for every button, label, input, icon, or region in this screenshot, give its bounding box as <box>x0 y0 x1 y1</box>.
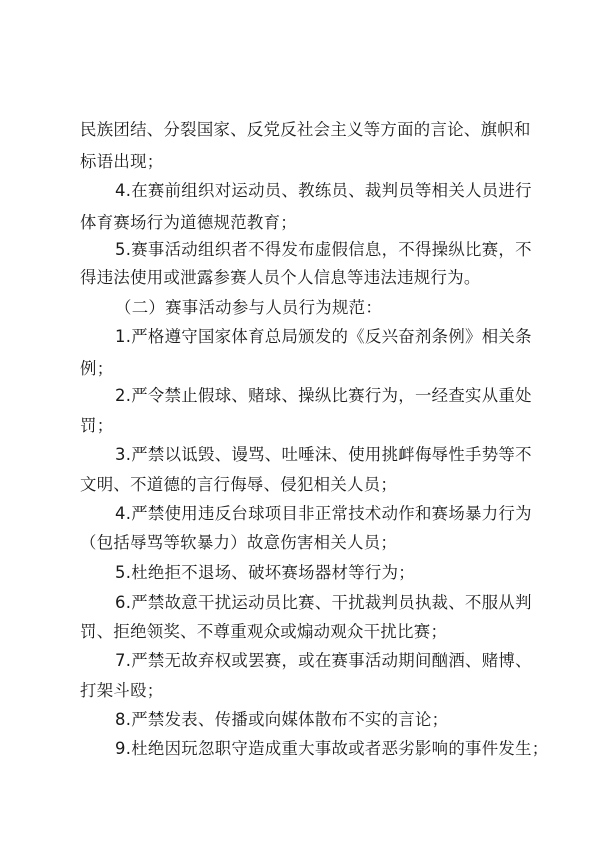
paragraph-line: 6.严禁故意干扰运动员比赛、干扰裁判员执裁、不服从判 <box>115 593 532 612</box>
paragraph-line: 7.严禁无故弃权或罢赛，或在赛事活动期间酗酒、赌博、 <box>115 651 532 670</box>
paragraph-line: 5.赛事活动组织者不得发布虚假信息，不得操纵比赛，不 <box>115 240 532 259</box>
paragraph-line: 3.严禁以诋毁、谩骂、吐唾沫、使用挑衅侮辱性手势等不 <box>115 445 532 464</box>
paragraph-line: 2.严令禁止假球、赌球、操纵比赛行为，一经查实从重处 <box>115 386 532 405</box>
paragraph-line: 4.严禁使用违反台球项目非正常技术动作和赛场暴力行为 <box>115 504 532 523</box>
paragraph-line: 5.杜绝拒不退场、破坏赛场器材等行为； <box>115 563 415 582</box>
paragraph-line: 4.在赛前组织对运动员、教练员、裁判员等相关人员进行 <box>115 181 532 200</box>
paragraph-line: 打架斗殴； <box>80 681 164 700</box>
paragraph-line: 体育赛场行为道德规范教育； <box>80 213 297 232</box>
paragraph-line: 8.严禁发表、传播或向媒体散布不实的言论； <box>115 710 449 729</box>
paragraph-line: 得违法使用或泄露参赛人员个人信息等违法违规行为。 <box>80 268 481 287</box>
paragraph-line: 文明、不道德的言行侮辱、侵犯相关人员； <box>80 475 398 494</box>
section-heading: （二）赛事活动参与人员行为规范： <box>115 298 383 317</box>
paragraph-line: 标语出现； <box>80 152 164 171</box>
paragraph-line: （包括辱骂等软暴力）故意伤害相关人员； <box>80 533 398 552</box>
paragraph-line: 罚、拒绝领奖、不尊重观众或煽动观众干扰比赛； <box>80 622 448 641</box>
paragraph-line: 罚； <box>80 416 114 435</box>
paragraph-line: 民族团结、分裂国家、反党反社会主义等方面的言论、旗帜和 <box>80 120 531 139</box>
paragraph-line: 1.严格遵守国家体育总局颁发的《反兴奋剂条例》相关条 <box>115 327 532 346</box>
paragraph-line: 9.杜绝因玩忽职守造成重大事故或者恶劣影响的事件发生； <box>115 739 549 758</box>
paragraph-line: 例； <box>80 359 114 378</box>
